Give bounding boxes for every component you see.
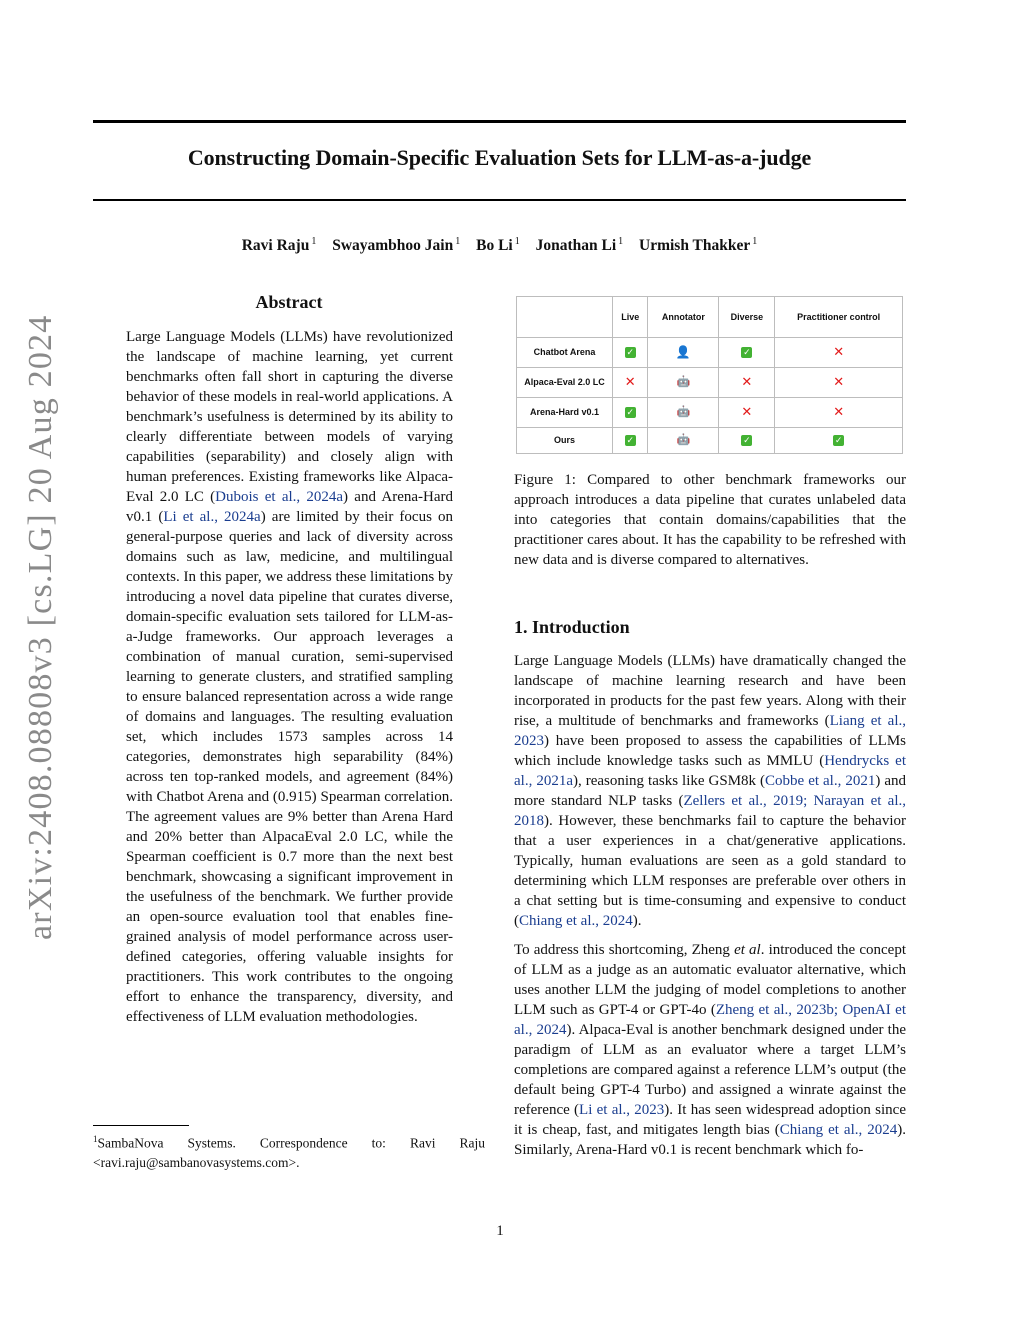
citation-link[interactable]: Zellers et al., 2019; Narayan et al., 2018 xyxy=(514,793,906,829)
author: Swayambhoo Jain $^1$ xyxy=(332,236,461,255)
table-cell xyxy=(775,428,903,454)
table-header-row xyxy=(517,297,903,338)
abstract-heading: Abstract xyxy=(255,292,323,312)
table-cell xyxy=(648,428,719,454)
check-icon: ✓ xyxy=(626,347,634,358)
paragraph: To address this shortcoming, Zheng et al. introduced the concept of LLM as a judge as an automatic evaluator alternative, which uses another LLM the judging of model completions to another LLM such as GPT-4 or GPT-4o (Zheng et al., 2023b; OpenAI et al., 2024). Alpaca-Eval is another benchmark designed under the paradigm of LLM as an evaluator where a target LLM’s completions are compared against a reference LLM’s output (the default being GPT-4 Turbo) and assigned a winrate against the reference (Li et al., 2023). It has seen widespread adoption since it is cheap, fast, and mitigates length bias (Chiang et al., 2024). Similarly, Arena-Hard v0.1 is recent benchmark which fo- xyxy=(514,942,906,1158)
table-cell xyxy=(613,338,648,368)
citation-link[interactable]: Cobbe et al., 2021 xyxy=(765,773,876,789)
citation-link[interactable]: Li et al., 2024a xyxy=(163,509,261,525)
table-header-cell: Practitioner control xyxy=(775,297,903,338)
table-cell xyxy=(613,368,648,398)
cross-icon: ✕ xyxy=(741,374,753,390)
citation-link[interactable]: Chiang et al., 2024 xyxy=(779,1122,898,1138)
introduction-body xyxy=(514,651,906,1169)
citation-link[interactable]: Hendrycks et al., 2021a xyxy=(514,753,906,789)
check-icon: ✓ xyxy=(743,347,751,358)
citation-link[interactable]: Dubois et al., 2024a xyxy=(215,489,344,505)
table-row xyxy=(517,398,903,428)
author: Urmish Thakker $^1$ xyxy=(639,236,758,255)
footnote: $^1$SambaNova Systems. Correspondence to: Ravi Raju <ravi.raju@sambanovasystems.com>. xyxy=(93,1134,485,1170)
row-label: Alpaca-Eval 2.0 LC xyxy=(517,368,613,398)
title-bottom-rule xyxy=(93,199,906,201)
table-cell xyxy=(719,368,775,398)
abstract-body: Large Language Models (LLMs) have revolutionized the landscape of machine learning, yet current benchmarks often fall short in capturing the diverse behavior of these models in real-world applications. A benchmark’s usefulness is determined by its ability to clearly differentiate between models of varying capabilities (separability) and closely align with human preferences. Existing frameworks like Alpaca-Eval 2.0 LC (Dubois et al., 2024a) and Arena-Hard v0.1 (Li et al., 2024a) are limited by their focus on general-purpose queries and lack of diversity across domains such as law, medicine, and multilingual contexts. In this paper, we address these limitations by introducing a novel data pipeline that curates diverse, domain-specific evaluation sets tailored for LLM-as-a-Judge frameworks. Our approach leverages a combination of manual curation, semi-supervised learning to generate clusters, and stratified sampling to ensure balanced representation across a wide range of domains and languages. The resulting evaluation set, which includes 1573 samples across 14 categories, demonstrates high separability (84%) across ten top-ranked models, and agreement (84%) with Chatbot Arena and (0.915) Spearman correlation. The agreement values are 9% better than Arena Hard and 20% better than AlpacaEval 2.0 LC, while the Spearman coefficient is 0.7 more than the next best benchmark, showcasing a significant improvement in the usefulness of the benchmark. We further provide an open-source evaluation tool that enables fine-grained analysis of model performance across user-defined categories, offering valuable insights for practitioners. This work contributes to the ongoing effort to enhance the transparency, diversity, and effectiveness of LLM evaluation methodologies. xyxy=(126,329,453,1025)
human-annotator-icon: 👤 xyxy=(675,344,691,359)
author-list xyxy=(93,236,906,255)
figure-1-caption: Figure 1: Compared to other benchmark frameworks our approach introduces a data pipeline that curates unlabeled data into categories that contain domains/capabilities that the practitioner cares about. It has the capability to be refreshed with new data and is diverse compared to alternatives. xyxy=(514,472,906,568)
table-header-cell: Diverse xyxy=(719,297,775,338)
table-header-cell xyxy=(517,297,613,338)
citation-link[interactable]: Li et al., 2023 xyxy=(579,1102,665,1118)
cross-icon: ✕ xyxy=(833,404,845,420)
footnote-rule xyxy=(93,1125,189,1126)
row-label: Chatbot Arena xyxy=(517,338,613,368)
table-cell xyxy=(775,338,903,368)
table-cell xyxy=(775,398,903,428)
check-icon: ✓ xyxy=(626,435,634,446)
table-header-cell: Annotator xyxy=(648,297,719,338)
section-heading-introduction: 1. Introduction xyxy=(514,617,630,637)
table-cell xyxy=(648,338,719,368)
paper-title: Constructing Domain-Specific Evaluation Sets for LLM-as-a-judge xyxy=(187,145,812,170)
table-row xyxy=(517,338,903,368)
table-row xyxy=(517,428,903,454)
title-top-rule xyxy=(93,120,906,123)
citation-link[interactable]: Chiang et al., 2024 xyxy=(519,913,633,929)
cross-icon: ✕ xyxy=(624,374,636,390)
table-cell xyxy=(719,338,775,368)
paragraph: Large Language Models (LLMs) have dramatically changed the landscape of machine learning research and have been incorporated in products for the past few years. Along with their rise, a multitude of benchmarks and frameworks (Liang et al., 2023) have been proposed to assess the capabilities of LLMs which include knowledge tasks such as MMLU (Hendrycks et al., 2021a), reasoning tasks like GSM8k (Cobbe et al., 2021) and more standard NLP tasks (Zellers et al., 2019; Narayan et al., 2018). However, these benchmarks fail to capture the behavior that a user experiences in a chat/generative applications. Typically, human evaluations are seen as a gold standard to determining which LLM responses are preferable over others in a chat setting but is time-consuming and expensive to conduct (Chiang et al., 2024). xyxy=(514,653,906,929)
arxiv-identifier[interactable]: arXiv:2408.08808v3 [cs.LG] 20 Aug 2024 xyxy=(22,314,59,940)
check-icon: ✓ xyxy=(743,435,751,446)
robot-annotator-icon: 🤖 xyxy=(676,434,691,447)
check-icon: ✓ xyxy=(626,407,634,418)
citation-link[interactable]: Liang et al., 2023 xyxy=(514,713,906,749)
author: Bo Li $^1$ xyxy=(476,236,520,255)
author: Jonathan Li $^1$ xyxy=(535,236,624,255)
robot-annotator-icon: 🤖 xyxy=(676,406,691,419)
table-cell xyxy=(648,398,719,428)
table-cell xyxy=(719,428,775,454)
table-cell xyxy=(613,398,648,428)
row-label: Ours xyxy=(517,428,613,454)
table-row xyxy=(517,368,903,398)
cross-icon: ✕ xyxy=(833,344,845,360)
table-cell xyxy=(719,398,775,428)
comparison-table xyxy=(516,296,903,454)
table-cell xyxy=(775,368,903,398)
row-label: Arena-Hard v0.1 xyxy=(517,398,613,428)
figure-1-table xyxy=(516,296,903,454)
cross-icon: ✕ xyxy=(741,404,753,420)
table-cell xyxy=(648,368,719,398)
citation-link[interactable]: Zheng et al., 2023b; OpenAI et al., 2024 xyxy=(514,1002,906,1038)
table-cell xyxy=(613,428,648,454)
cross-icon: ✕ xyxy=(833,374,845,390)
check-icon: ✓ xyxy=(834,435,843,446)
author: Ravi Raju $^1$ xyxy=(241,236,317,255)
robot-annotator-icon: 🤖 xyxy=(676,376,691,389)
table-header-cell: Live xyxy=(613,297,648,338)
page-number: 1 xyxy=(496,1223,504,1239)
